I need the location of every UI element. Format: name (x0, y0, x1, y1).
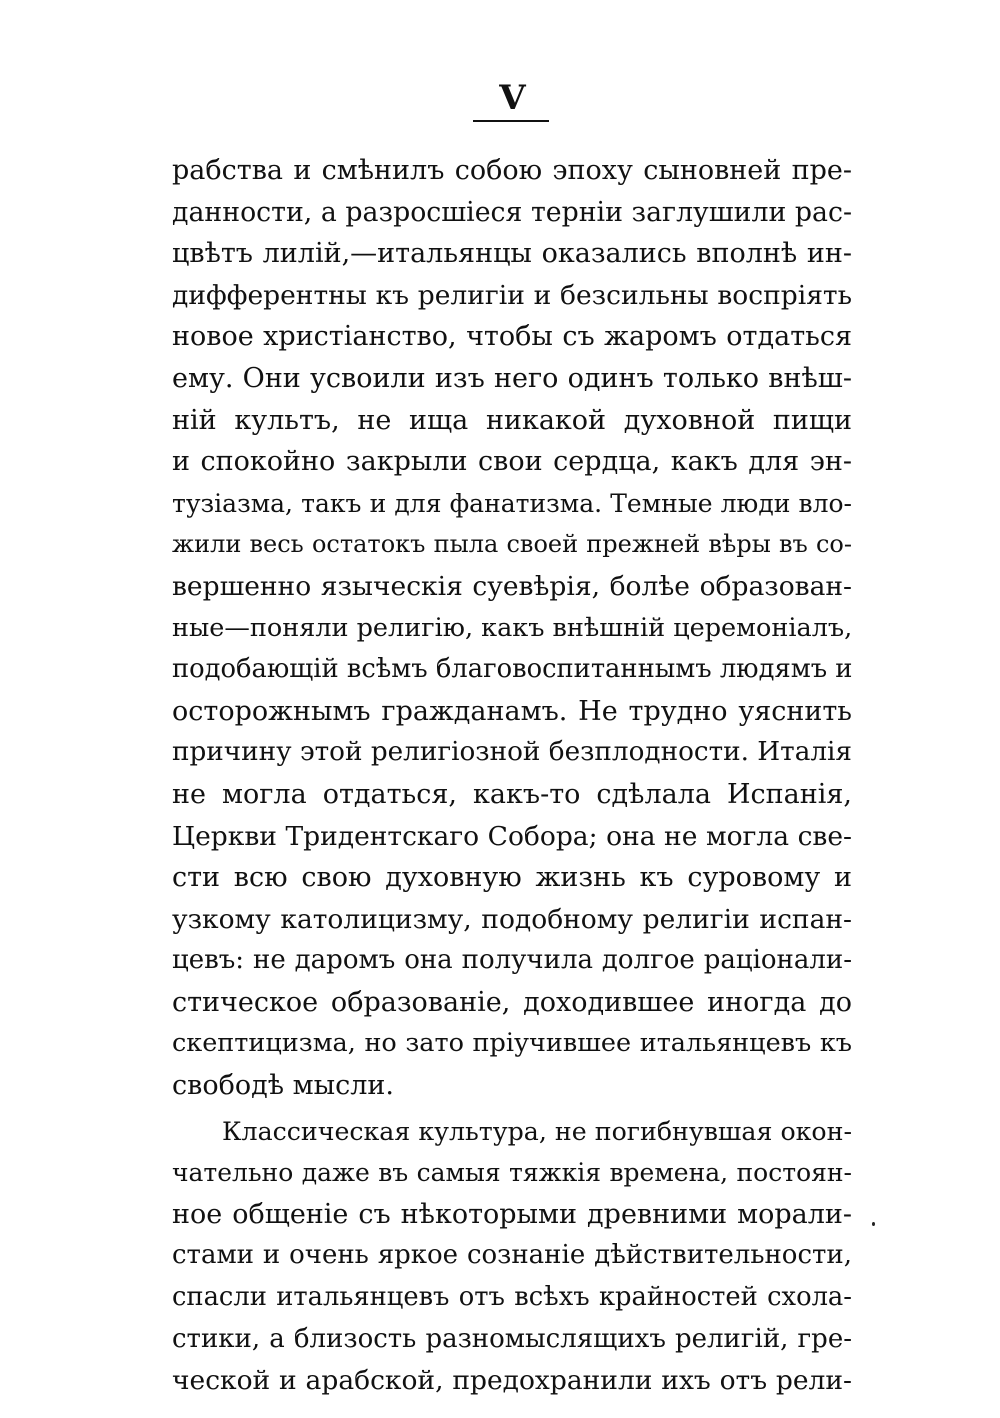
text-line: свободѣ мысли. (172, 1070, 394, 1102)
ink-speck (872, 1222, 875, 1226)
text-line: подобающій всѣмъ благовоспитаннымъ людямъ и (172, 654, 853, 685)
text-line: стики, а близость разномыслящихъ религій, гре- (172, 1323, 852, 1354)
text-line: Классическая культура, не погибнувшая окон- (222, 1116, 852, 1146)
text-line: узкому католицизму, подобному религіи испан- (172, 903, 852, 935)
text-line: стами и очень яркое сознаніе дѣйствительности, (172, 1240, 852, 1271)
text-line: вершенно языческія суевѣрія, болѣе образован- (172, 570, 852, 602)
text-line: ное общеніе съ нѣкоторыми древними морали- (172, 1198, 852, 1230)
text-line: Церкви Тридентскаго Собора; она не могла све- (172, 820, 852, 852)
paragraph-1 (172, 150, 852, 1107)
text-line: рабства и смѣнилъ собою эпоху сыновней пре- (172, 155, 852, 186)
text-line: причину этой религіозной безплодности. Италія (172, 737, 852, 768)
text-line: ческой и арабской, предохранили ихъ отъ рели- (172, 1365, 852, 1397)
text-line: сти всю свою духовную жизнь къ суровому и (172, 862, 852, 894)
text-line: ные—поняли религію, какъ внѣшній церемоніалъ, (172, 612, 853, 643)
text-line: цевъ: не даромъ она получила долгое раціонали- (172, 945, 852, 976)
body-text (172, 150, 852, 1402)
text-line: спасли итальянцевъ отъ всѣхъ крайностей схола- (172, 1282, 852, 1313)
text-line: стическое образованіе, доходившее иногда до (172, 986, 852, 1018)
text-line: осторожнымъ гражданамъ. Не трудно уяснить (172, 695, 852, 727)
text-line: дифферентны къ религіи и безсильны воспріять (172, 279, 852, 311)
page-number-rule (473, 120, 549, 122)
paragraph-2 (172, 1111, 852, 1402)
text-line: новое христіанство, чтобы съ жаромъ отдаться (172, 321, 852, 353)
text-line: цвѣтъ лилій,—итальянцы оказались вполнѣ ин- (172, 238, 852, 270)
text-line: данности, а разросшiеся терніи заглушили рас- (172, 196, 852, 228)
text-line: ему. Они усвоили изъ него одинъ только внѣш- (172, 362, 852, 394)
text-line: чательно даже въ самыя тяжкія времена, постоян- (172, 1158, 852, 1188)
text-line: и спокойно закрыли свои сердца, какъ для эн- (172, 446, 852, 478)
text-line: ній культъ, не ища никакой духовной пищи (172, 404, 852, 436)
text-line: тузiазма, такъ и для фанатизма. Темные люди вло- (172, 488, 852, 518)
text-line: скептицизма, но зато пріучившее итальянцевъ къ (172, 1028, 852, 1059)
page-number: V (499, 78, 527, 118)
text-line: не могла отдаться, какъ-то сдѣлала Испанія, (172, 778, 852, 810)
text-line: жили весь остатокъ пыла своей прежней вѣры въ со- (172, 530, 852, 559)
